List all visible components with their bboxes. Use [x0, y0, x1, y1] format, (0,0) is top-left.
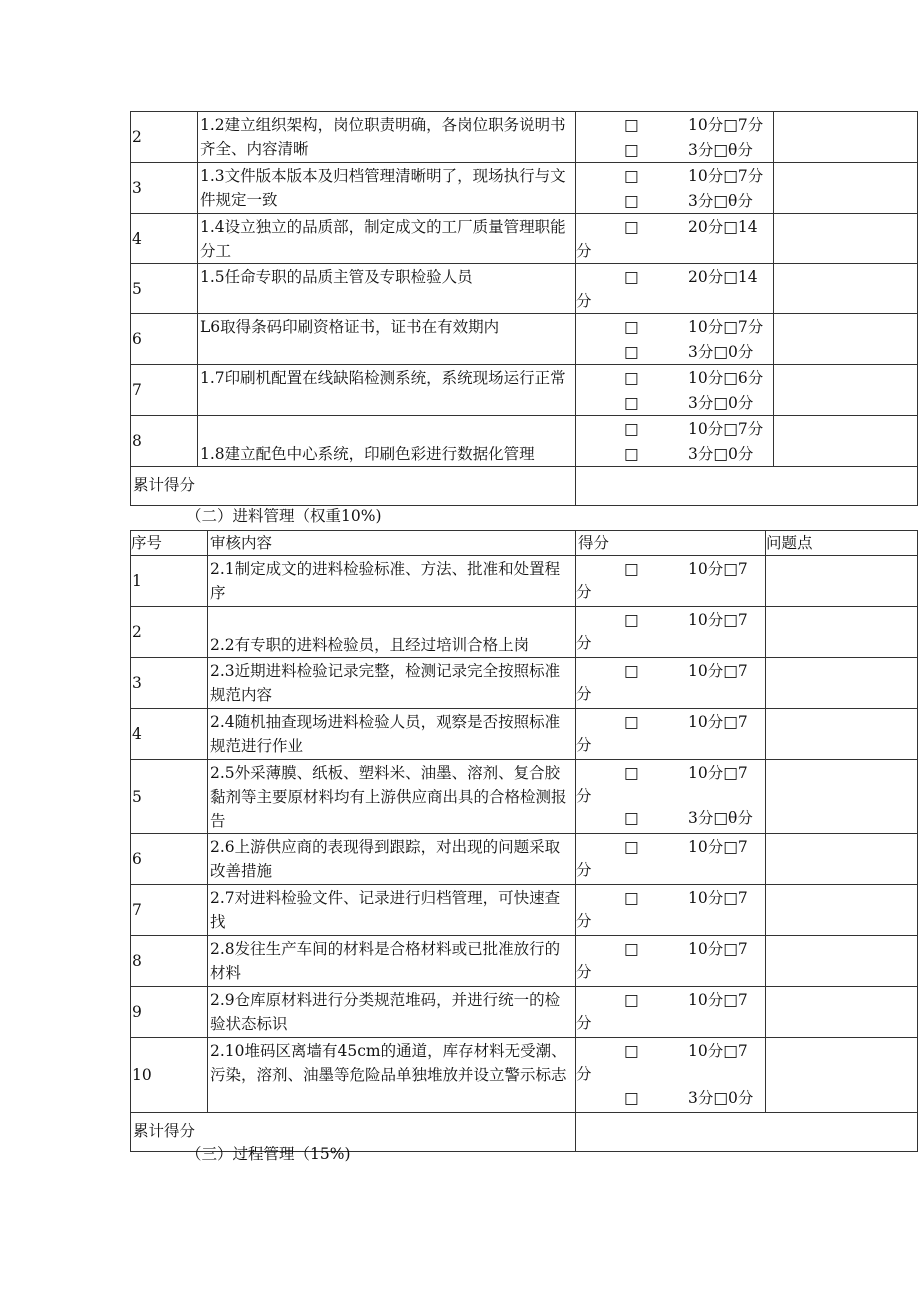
score-option-label: 10分□6分 [688, 369, 764, 387]
score-option-label: 10分□7 [688, 560, 748, 578]
score-option-row [576, 658, 765, 683]
issue-cell[interactable] [766, 556, 918, 607]
score-option-label: 10分□7分 [688, 167, 764, 185]
score-option-label: 20分□14 [688, 268, 758, 286]
header-no: 序号 [131, 531, 208, 556]
score-checkbox[interactable]: □ [624, 167, 639, 185]
score-option-row [576, 188, 773, 213]
table-row [131, 607, 918, 658]
score-checkbox[interactable]: □ [624, 445, 639, 463]
audit-item-content: 2.6上游供应商的表现得到跟踪，对出现的问题采取改善措施 [208, 834, 576, 885]
score-unit: 分 [576, 583, 592, 601]
total-score-label: 累计得分 [131, 1113, 576, 1152]
score-checkbox[interactable]: □ [624, 141, 639, 159]
audit-item-content: 2.2有专职的进料检验员，且经过培训合格上岗 [208, 607, 576, 658]
score-checkbox[interactable]: □ [624, 838, 639, 856]
score-option-label: 3分□0分 [688, 343, 754, 361]
score-options [576, 987, 766, 1038]
row-number: 7 [131, 365, 198, 416]
score-option-label: 3分□θ分 [688, 809, 753, 827]
issue-cell[interactable] [774, 163, 918, 214]
audit-item-content: 2.5外采薄膜、纸板、塑料米、油墨、溶剂、复合胶黏剂等主要原材料均有上游供应商出具的合格检测报告 [208, 760, 576, 834]
score-options [576, 1038, 766, 1113]
header-score: 得分 [576, 531, 766, 556]
score-checkbox[interactable]: □ [624, 116, 639, 134]
audit-item-content: L6取得条码印刷资格证书，证书在有效期内 [198, 314, 576, 365]
score-checkbox[interactable]: □ [624, 1042, 639, 1060]
row-number: 1 [131, 556, 208, 607]
score-option-row [576, 607, 765, 632]
audit-item-content: 2.8发往生产车间的材料是合格材料或已批准放行的材料 [208, 936, 576, 987]
score-checkbox[interactable]: □ [624, 764, 639, 782]
score-options [576, 112, 774, 163]
row-number: 3 [131, 658, 208, 709]
issue-cell[interactable] [766, 607, 918, 658]
score-options [576, 365, 774, 416]
total-score-value[interactable] [576, 1113, 918, 1152]
score-option-label: 10分□7 [688, 991, 748, 1009]
score-unit: 分 [576, 787, 592, 805]
score-option-row [576, 709, 765, 734]
score-unit: 分 [576, 736, 592, 754]
audit-table-1-body [131, 112, 918, 506]
score-checkbox[interactable]: □ [624, 192, 639, 210]
issue-cell[interactable] [774, 112, 918, 163]
row-number: 8 [131, 416, 198, 467]
audit-item-content: 1.2建立组织架构，岗位职责明确，各岗位职务说明书齐全、内容清晰 [198, 112, 576, 163]
issue-cell[interactable] [766, 760, 918, 834]
audit-item-content: 1.7印刷机配置在线缺陷检测系统，系统现场运行正常 [198, 365, 576, 416]
issue-cell[interactable] [774, 264, 918, 314]
score-checkbox[interactable]: □ [624, 394, 639, 412]
score-options [576, 936, 766, 987]
score-unit: 分 [576, 1065, 592, 1083]
score-unit: 分 [576, 685, 592, 703]
table-row [131, 416, 918, 467]
score-option-row [576, 314, 773, 339]
score-option-row [576, 365, 773, 390]
score-option-label: 10分□7 [688, 889, 748, 907]
audit-item-content: 2.10堆码区离墙有45cm的通道，库存材料无受潮、污染，溶剂、油墨等危险品单独堆放并设立警示标志 [208, 1038, 576, 1113]
total-score-value[interactable] [576, 467, 918, 506]
score-options [576, 607, 766, 658]
score-option-label: 10分□7 [688, 940, 748, 958]
score-option-row [576, 885, 765, 910]
table-header-row [131, 531, 918, 556]
score-checkbox[interactable]: □ [624, 991, 639, 1009]
issue-cell[interactable] [766, 936, 918, 987]
row-number: 4 [131, 214, 198, 264]
score-options [576, 885, 766, 936]
row-number: 3 [131, 163, 198, 214]
audit-table-1 [130, 111, 918, 506]
score-option-row [576, 264, 773, 289]
issue-cell[interactable] [766, 658, 918, 709]
score-option-row [576, 137, 773, 162]
table-row [131, 885, 918, 936]
score-option-label: 10分□7 [688, 838, 748, 856]
audit-item-content: 2.3近期进料检验记录完整，检测记录完全按照标准规范内容 [208, 658, 576, 709]
row-number: 8 [131, 936, 208, 987]
row-number: 7 [131, 885, 208, 936]
row-number: 6 [131, 314, 198, 365]
row-number: 6 [131, 834, 208, 885]
score-checkbox[interactable]: □ [624, 662, 639, 680]
issue-cell[interactable] [774, 416, 918, 467]
score-options [576, 214, 774, 264]
score-option-row [576, 1085, 765, 1110]
row-number: 2 [131, 607, 208, 658]
audit-item-content: 1.5任命专职的品质主管及专职检验人员 [198, 264, 576, 314]
table-row [131, 987, 918, 1038]
table-row [131, 1038, 918, 1113]
score-option-row [576, 163, 773, 188]
row-number: 5 [131, 760, 208, 834]
table-row [131, 163, 918, 214]
audit-item-content: 1.8建立配色中心系统，印刷色彩进行数据化管理 [198, 416, 576, 467]
issue-cell[interactable] [774, 365, 918, 416]
section-3-heading: （三）过程管理（15%) [186, 1145, 351, 1163]
issue-cell[interactable] [766, 709, 918, 760]
table-row [131, 314, 918, 365]
score-unit: 分 [576, 1014, 592, 1032]
table-row [131, 936, 918, 987]
table-row [131, 556, 918, 607]
score-checkbox[interactable]: □ [624, 889, 639, 907]
table-row [131, 834, 918, 885]
score-options [576, 416, 774, 467]
score-checkbox[interactable]: □ [624, 369, 639, 387]
score-checkbox[interactable]: □ [624, 1089, 639, 1107]
score-unit: 分 [576, 861, 592, 879]
score-option-label: 10分□7 [688, 713, 748, 731]
audit-item-content: 2.1制定成文的进料检验标准、方法、批准和处置程序 [208, 556, 576, 607]
table-row [131, 264, 918, 314]
score-options [576, 834, 766, 885]
score-checkbox[interactable]: □ [624, 611, 639, 629]
score-option-label: 10分□7分 [688, 318, 764, 336]
section-2-heading: （二）进料管理（权重10%) [186, 507, 382, 525]
score-option-label: 10分□7 [688, 611, 748, 629]
score-unit: 分 [576, 292, 592, 310]
score-option-row [576, 1038, 765, 1063]
score-option-row [576, 834, 765, 859]
score-option-label: 3分□0分 [688, 1089, 754, 1107]
score-option-row [576, 805, 765, 830]
row-number: 9 [131, 987, 208, 1038]
issue-cell[interactable] [766, 987, 918, 1038]
issue-cell[interactable] [766, 885, 918, 936]
score-checkbox[interactable]: □ [624, 809, 639, 827]
table-row [131, 760, 918, 834]
score-options [576, 658, 766, 709]
table-row [131, 365, 918, 416]
audit-item-content: 1.3文件版本版本及归档管理清晰明了，现场执行与文件规定一致 [198, 163, 576, 214]
issue-cell[interactable] [766, 834, 918, 885]
audit-item-content: 2.7对进料检验文件、记录进行归档管理，可快速查找 [208, 885, 576, 936]
score-option-label: 10分□7 [688, 662, 748, 680]
score-option-row [576, 441, 773, 466]
score-option-label: 10分□7分 [688, 420, 764, 438]
score-option-row [576, 112, 773, 137]
score-option-label: 10分□7 [688, 1042, 748, 1060]
score-option-row [576, 760, 765, 785]
score-options [576, 163, 774, 214]
score-unit: 分 [576, 912, 592, 930]
score-option-label: 20分□14 [688, 218, 758, 236]
issue-cell[interactable] [766, 1038, 918, 1113]
score-option-row [576, 556, 765, 581]
score-option-label: 10分□7 [688, 764, 748, 782]
issue-cell[interactable] [774, 314, 918, 365]
row-number: 2 [131, 112, 198, 163]
score-options [576, 709, 766, 760]
score-checkbox[interactable]: □ [624, 268, 639, 286]
header-issue: 问题点 [766, 531, 918, 556]
score-checkbox[interactable]: □ [624, 218, 639, 236]
score-checkbox[interactable]: □ [624, 343, 639, 361]
issue-cell[interactable] [774, 214, 918, 264]
score-checkbox[interactable]: □ [624, 420, 639, 438]
score-options [576, 760, 766, 834]
audit-item-content: 1.4设立独立的品质部，制定成文的工厂质量管理职能分工 [198, 214, 576, 264]
audit-table-2 [130, 530, 918, 1152]
score-option-label: 3分□θ分 [688, 141, 753, 159]
table-row [131, 112, 918, 163]
score-options [576, 264, 774, 314]
audit-item-content: 2.4随机抽查现场进料检验人员，观察是否按照标准规范进行作业 [208, 709, 576, 760]
score-options [576, 314, 774, 365]
row-number: 10 [131, 1038, 208, 1113]
score-unit: 分 [576, 242, 592, 260]
score-option-row [576, 416, 773, 441]
score-checkbox[interactable]: □ [624, 713, 639, 731]
score-option-row [576, 987, 765, 1012]
score-option-label: 3分□θ分 [688, 192, 753, 210]
score-option-label: 10分□7分 [688, 116, 764, 134]
score-checkbox[interactable]: □ [624, 560, 639, 578]
total-score-label: 累计得分 [131, 467, 576, 506]
total-row [131, 467, 918, 506]
score-options [576, 556, 766, 607]
table-row [131, 709, 918, 760]
score-unit: 分 [576, 634, 592, 652]
score-checkbox[interactable]: □ [624, 318, 639, 336]
score-unit: 分 [576, 963, 592, 981]
score-option-row [576, 390, 773, 415]
table-row [131, 214, 918, 264]
score-option-row [576, 214, 773, 239]
audit-item-content: 2.9仓库原材料进行分类规范堆码，并进行统一的检验状态标识 [208, 987, 576, 1038]
score-option-row [576, 936, 765, 961]
score-option-label: 3分□0分 [688, 445, 754, 463]
score-option-label: 3分□0分 [688, 394, 754, 412]
row-number: 4 [131, 709, 208, 760]
score-checkbox[interactable]: □ [624, 940, 639, 958]
row-number: 5 [131, 264, 198, 314]
header-content: 审核内容 [208, 531, 576, 556]
table-row [131, 658, 918, 709]
score-option-row [576, 339, 773, 364]
audit-table-2-body [131, 531, 918, 1152]
